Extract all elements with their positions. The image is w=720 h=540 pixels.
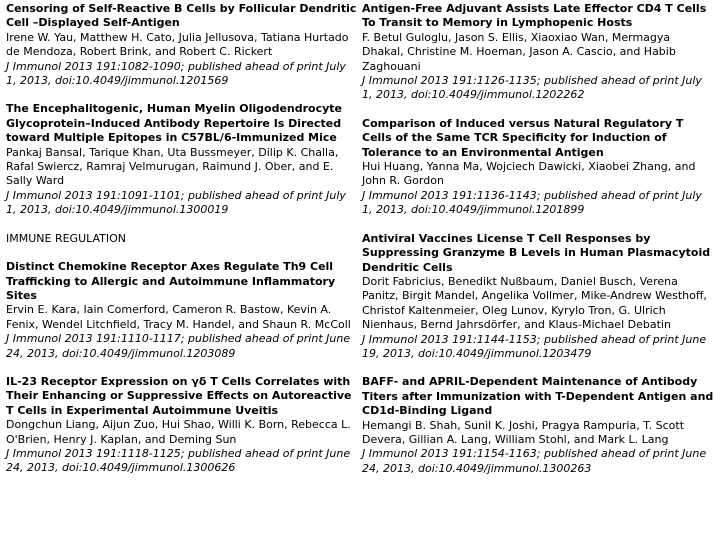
article-citation: J Immunol 2013 191:1154-1163; published ahead of print June 24, 2013, doi:10.4049/jimmunol.1300263	[362, 447, 707, 475]
article-citation: J Immunol 2013 191:1144-1153; published ahead of print June 19, 2013, doi:10.4049/jimmunol.1203479	[362, 332, 707, 360]
article-citation: J Immunol 2013 191:1091-1101; published ahead of print July 1, 2013, doi:10.4049/jimmunol.1300019	[6, 188, 346, 217]
article-authors: Pankaj Bansal, Tarique Khan, Uta Bussmeyer, Dilip K. Challa, Rafal Swiercz, Ramraj Velmurugan, Raimund J. Ober, and E. Sally Ward	[6, 145, 339, 188]
article-entry[interactable]	[6, 375, 358, 476]
article-citation: J Immunol 2013 191:1118-1125; published ahead of print June 24, 2013, doi:10.4049/jimmunol.1300626	[6, 446, 351, 475]
article-entry[interactable]	[6, 2, 358, 88]
article-entry[interactable]	[6, 260, 358, 361]
article-citation: J Immunol 2013 191:1136-1143; published ahead of print July 1, 2013, doi:10.4049/jimmunol.1201899	[362, 188, 702, 217]
article-title[interactable]: Censoring of Self-Reactive B Cells by Follicular Dendritic Cell –Displayed Self-Antigen	[6, 2, 357, 30]
article-citation: J Immunol 2013 191:1126-1135; published ahead of print July 1, 2013, doi:10.4049/jimmunol.1202262	[362, 74, 702, 102]
article-entry[interactable]	[362, 117, 714, 218]
right-column	[362, 2, 714, 490]
article-citation: J Immunol 2013 191:1082-1090; published ahead of print July 1, 2013, doi:10.4049/jimmunol.1201569	[6, 59, 346, 88]
article-title[interactable]: Distinct Chemokine Receptor Axes Regulate Th9 Cell Trafficking to Allergic and Autoimmune Inflammatory Sites	[6, 260, 336, 302]
article-authors: Dongchun Liang, Aijun Zuo, Hui Shao, Willi K. Born, Rebecca L. O'Brien, Henry J. Kaplan, and Deming Sun	[6, 418, 351, 446]
article-authors: F. Betul Guloglu, Jason S. Ellis, Xiaoxiao Wan, Mermagya Dhakal, Christine M. Hoeman, Jason A. Cascio, and Habib Zaghouani	[362, 30, 676, 73]
article-title[interactable]: The Encephalitogenic, Human Myelin Oligodendrocyte Glycoprotein–Induced Antibody Repertoire Is Directed toward Multiple Epitopes in C57BL/6-Immunized Mice	[6, 102, 343, 145]
article-title[interactable]: Antigen-Free Adjuvant Assists Late Effector CD4 T Cells To Transit to Memory in Lymphopenic Hosts	[362, 2, 707, 30]
article-citation: J Immunol 2013 191:1110-1117; published ahead of print June 24, 2013, doi:10.4049/jimmunol.1203089	[6, 332, 351, 360]
left-column	[6, 2, 358, 490]
article-entry[interactable]	[6, 102, 358, 217]
article-entry[interactable]	[362, 2, 714, 103]
article-authors: Ervin E. Kara, Iain Comerford, Cameron R. Bastow, Kevin A. Fenix, Wendel Litchfield, Tracy M. Handel, and Shaun R. McColl	[6, 303, 351, 331]
article-authors: Hemangi B. Shah, Sunil K. Joshi, Pragya Rampuria, T. Scott Devera, Gillian A. Lang, William Stohl, and Mark L. Lang	[362, 418, 685, 446]
article-entry[interactable]	[362, 232, 714, 362]
article-title[interactable]: Comparison of Induced versus Natural Regulatory T Cells of the Same TCR Specificity for Induction of Tolerance to an Environmental Antigen	[362, 116, 684, 159]
section-heading: IMMUNE REGULATION	[6, 231, 127, 245]
article-title[interactable]: Antiviral Vaccines License T Cell Responses by Suppressing Granzyme B Levels in Human Plasmacytoid Dendritic Cells	[362, 231, 711, 274]
article-title[interactable]: BAFF- and APRIL-Dependent Maintenance of Antibody Titers after Immunization with T-Dependent Antigen and CD1d-Binding Ligand	[362, 375, 714, 418]
article-authors: Dorit Fabricius, Benedikt Nußbaum, Daniel Busch, Verena Panitz, Birgit Mandel, Angelika Vollmer, Mike-Andrew Westhoff, Christof Kaltenmeier, Oleg Lunov, Kyrylo Tron, G. Ulrich Nienhaus, Bernd Jahrsdörfer, and Klaus-Michael Debatin	[362, 274, 707, 332]
article-authors: Hui Huang, Yanna Ma, Wojciech Dawicki, Xiaobei Zhang, and John R. Gordon	[362, 160, 696, 188]
article-authors: Irene W. Yau, Matthew H. Cato, Julia Jellusova, Tatiana Hurtado de Mendoza, Robert Brink, and Robert C. Rickert	[6, 30, 349, 59]
article-title[interactable]: IL-23 Receptor Expression on γδ T Cells Correlates with Their Enhancing or Suppressive Effects on Autoreactive T Cells in Experimental Autoimmune Uveitis	[6, 374, 352, 417]
article-entry[interactable]	[362, 375, 714, 476]
